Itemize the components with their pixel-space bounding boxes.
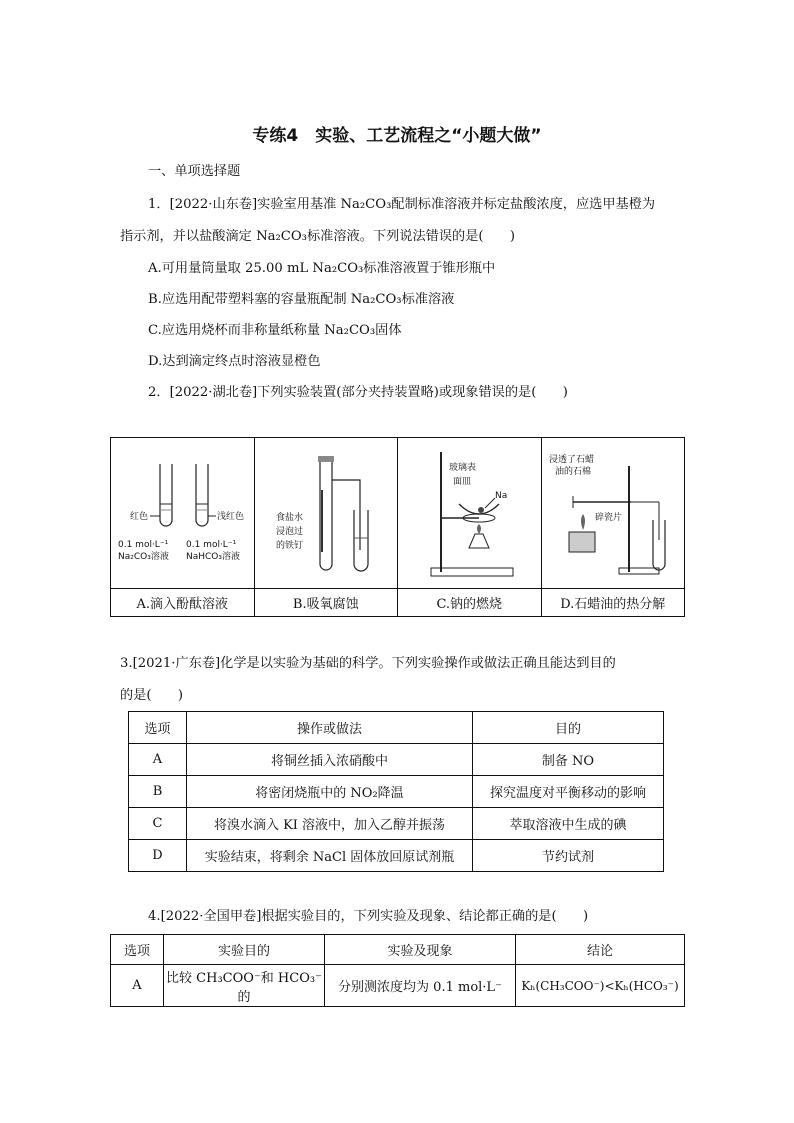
paraffin-decomposition-diagram — [543, 440, 683, 586]
q1-option-b: B.应选用配带塑料塞的容量瓶配制 Na₂CO₃标准溶液 — [148, 292, 455, 307]
figure-b — [254, 438, 398, 589]
oxygen-corrosion-diagram — [256, 440, 396, 586]
q2-figure-table — [110, 437, 685, 617]
label-na: Na — [495, 491, 508, 501]
label-conc-2: 0.1 mol·L⁻¹ — [186, 540, 237, 550]
table-row — [129, 776, 664, 808]
q1-option-d: D.达到滴定终点时溶液显橙色 — [148, 354, 321, 369]
q4-header-experiment: 实验及现象 — [325, 935, 516, 965]
caption-d: D.石蜡油的热分解 — [541, 589, 685, 617]
q4-table — [110, 934, 685, 1007]
figure-a — [111, 438, 255, 589]
caption-c: C.钠的燃烧 — [398, 589, 542, 617]
cell: 比较 CH₃COO⁻和 HCO₃⁻的 — [164, 965, 325, 1007]
q1-option-a: A.可用量筒量取 25.00 mL Na₂CO₃标准溶液置于锥形瓶中 — [148, 261, 496, 276]
cell: B — [129, 776, 187, 808]
q3-header-option: 选项 — [129, 712, 187, 744]
section-heading: 一、单项选择题 — [148, 164, 241, 179]
cell: 将溴水滴入 KI 溶液中，加入乙醇并振荡 — [187, 808, 473, 840]
q3-stem-line2: 的是( ) — [120, 688, 184, 703]
label-red: 红色 — [130, 512, 149, 522]
table-row — [129, 840, 664, 872]
label-soaked: 浸泡过 — [275, 527, 303, 537]
sodium-burning-diagram — [399, 440, 539, 586]
cell: 制备 NO — [473, 744, 664, 776]
cell: A — [129, 744, 187, 776]
cell: 实验结束，将剩余 NaCl 固体放回原试剂瓶 — [187, 840, 473, 872]
label-na2co3: Na₂CO₃溶液 — [118, 552, 170, 562]
label-paraffin-1: 浸透了石蜡 — [548, 455, 594, 465]
cell: 探究温度对平衡移动的影响 — [473, 776, 664, 808]
cell: 萃取溶液中生成的碘 — [473, 808, 664, 840]
label-nahco3: NaHCO₃溶液 — [186, 552, 241, 562]
figure-c — [398, 438, 542, 589]
test-tubes-diagram — [112, 440, 252, 586]
cell: 分别测浓度均为 0.1 mol·L⁻ — [325, 965, 516, 1007]
label-watch-glass-2: 面皿 — [453, 477, 472, 487]
cell: C — [129, 808, 187, 840]
cell: Kₕ(CH₃COO⁻)<Kₕ(HCO₃⁻) — [516, 965, 685, 1007]
q1-option-c: C.应选用烧杯而非称量纸称量 Na₂CO₃固体 — [148, 323, 402, 338]
label-iron-nail: 的铁钉 — [275, 541, 303, 551]
q4-stem: 4.[2022·全国甲卷]根据实验目的，下列实验及现象、结论都正确的是( ) — [148, 909, 589, 924]
q1-stem-line1: 1．[2022·山东卷]实验室用基准 Na₂CO₃配制标准溶液并标定盐酸浓度，应选甲基橙为 — [148, 197, 656, 212]
label-paraffin-2: 油的石棉 — [554, 467, 591, 477]
page-title: 专练4 实验、工艺流程之“小题大做” — [252, 126, 542, 146]
cell: A — [111, 965, 164, 1007]
figure-d — [541, 438, 685, 589]
q4-header-purpose: 实验目的 — [164, 935, 325, 965]
cell: 将铜丝插入浓硝酸中 — [187, 744, 473, 776]
label-conc-1: 0.1 mol·L⁻¹ — [118, 540, 169, 550]
cell: D — [129, 840, 187, 872]
cell: 节约试剂 — [473, 840, 664, 872]
q3-table — [128, 711, 664, 872]
cell: 将密闭烧瓶中的 NO₂降温 — [187, 776, 473, 808]
table-row — [129, 744, 664, 776]
label-watch-glass-1: 玻璃表 — [449, 463, 477, 473]
caption-b: B.吸氧腐蚀 — [254, 589, 398, 617]
table-row — [111, 965, 685, 1007]
q2-stem: 2．[2022·湖北卷]下列实验装置(部分夹持装置略)或现象错误的是( ) — [148, 385, 568, 400]
q3-header-operation: 操作或做法 — [187, 712, 473, 744]
label-salt-water: 食盐水 — [275, 513, 303, 523]
caption-a: A.滴入酚酞溶液 — [111, 589, 255, 617]
q1-stem-line2: 指示剂，并以盐酸滴定 Na₂CO₃标准溶液。下列说法错误的是( ) — [120, 229, 516, 244]
q3-header-purpose: 目的 — [473, 712, 664, 744]
label-porcelain: 碎瓷片 — [594, 513, 622, 523]
q4-header-conclusion: 结论 — [516, 935, 685, 965]
q4-header-option: 选项 — [111, 935, 164, 965]
table-row — [129, 808, 664, 840]
label-light-red: 浅红色 — [217, 512, 245, 522]
q3-stem-line1: 3.[2021·广东卷]化学是以实验为基础的科学。下列实验操作或做法正确且能达到目的 — [120, 656, 616, 671]
